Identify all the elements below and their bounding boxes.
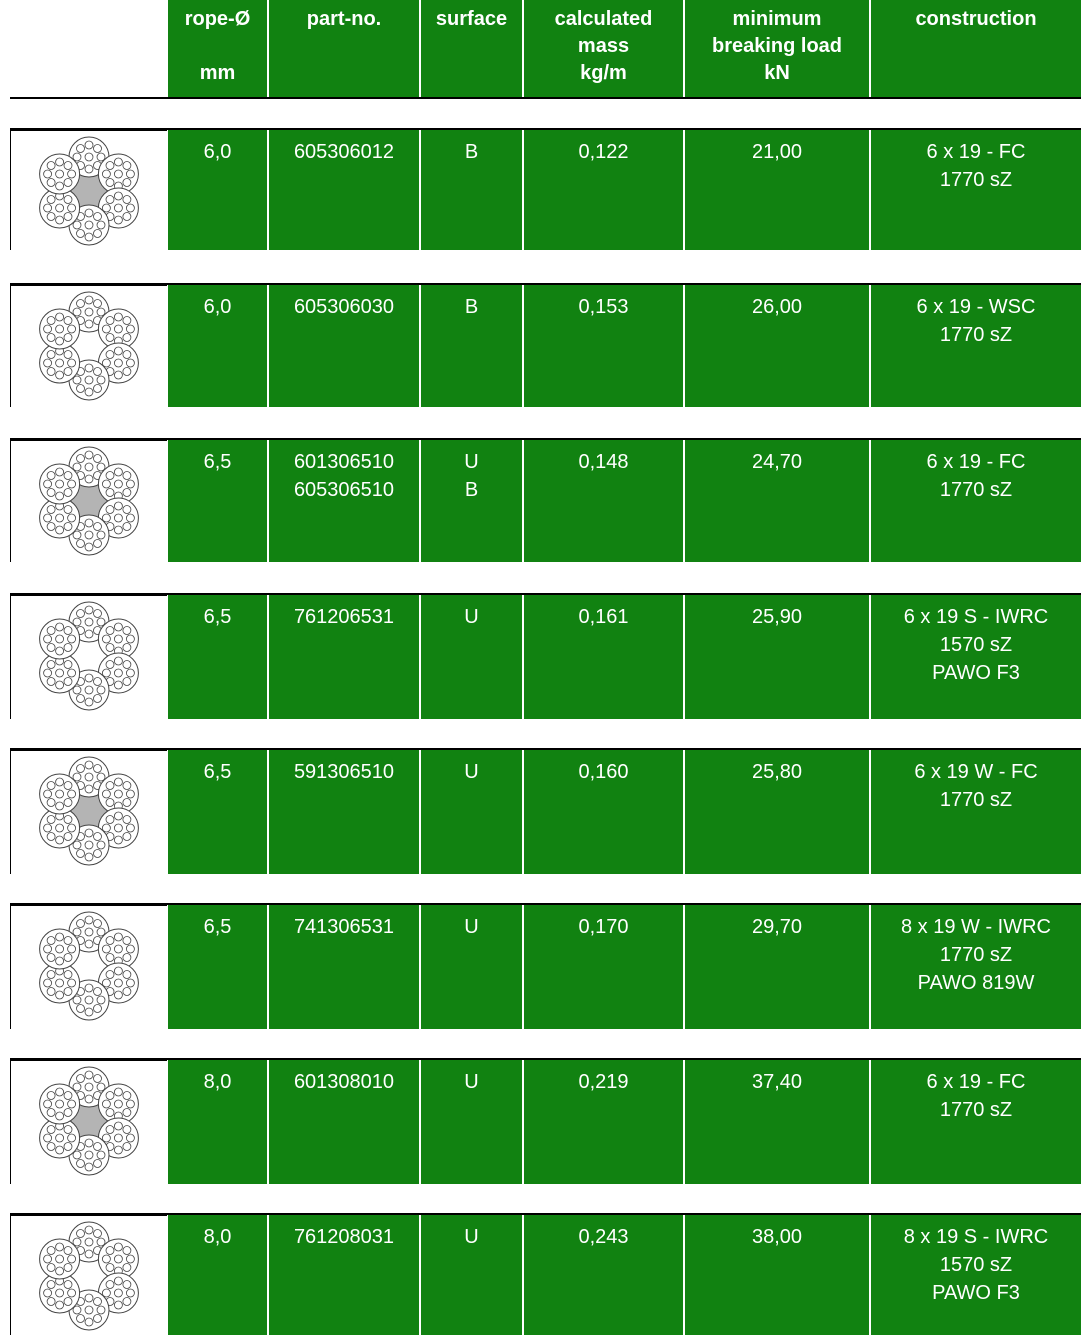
cell-value: 605306510 [293,479,395,501]
cell-value: 1770 sZ [939,169,1013,191]
cell-value: 0,148 [578,451,629,473]
cell-value: B [464,296,479,318]
cell-construction [871,1060,1081,1184]
cell-value: B [464,141,479,163]
cell-diameter [168,595,267,719]
cell-value: U [464,1071,479,1093]
cell-value: U [464,916,479,938]
rope-cross-section-6x19-fc-icon [11,131,166,249]
rope-cross-section-6x19-fc-icon [11,441,166,559]
cell-diameter [168,750,267,874]
cell-value: U [464,761,479,783]
cell-diameter [168,285,267,407]
cell-mass [524,440,683,562]
cell-value: 1770 sZ [939,324,1013,346]
cell-value: 605306012 [293,141,395,163]
cell-value: 6,5 [203,916,232,938]
cell-part-numbers [269,285,419,407]
cell-value: 6,5 [203,606,232,628]
cell-value: 37,40 [751,1071,803,1093]
cell-mass [524,1215,683,1335]
cell-surfaces [421,440,522,562]
cell-surfaces [421,750,522,874]
cell-load [685,285,869,407]
cell-load [685,1215,869,1335]
cell-value: 601306510 [293,451,395,473]
rope-image-cell [10,750,167,874]
header-construction [871,0,1081,97]
cell-construction [871,905,1081,1029]
header-rope-line-1: rope-Ø [184,8,251,30]
rope-image-cell [10,440,167,562]
cell-part-numbers [269,440,419,562]
cell-construction [871,130,1081,250]
cell-mass [524,285,683,407]
cell-surfaces [421,285,522,407]
header-load-line-3: kN [764,62,790,84]
cell-surfaces [421,1215,522,1335]
header-rule [10,97,1081,99]
cell-construction [871,750,1081,874]
cell-load [685,1060,869,1184]
cell-value: PAWO F3 [932,1282,1020,1304]
header-load-line-2: breaking load [711,35,843,57]
cell-construction [871,440,1081,562]
cell-value: 6 x 19 W - FC [914,761,1038,783]
cell-diameter [168,1060,267,1184]
cell-load [685,905,869,1029]
rope-cross-section-6x19s-iwrc-icon [11,596,166,714]
cell-value: 6,5 [203,451,232,473]
cell-value: 605306030 [293,296,395,318]
cell-value: 26,00 [751,296,803,318]
cell-value: 8,0 [203,1226,232,1248]
cell-surfaces [421,130,522,250]
cell-mass [524,750,683,874]
cell-load [685,595,869,719]
cell-value: 6 x 19 S - IWRC [903,606,1049,628]
cell-value: 0,243 [578,1226,629,1248]
cell-diameter [168,130,267,250]
cell-mass [524,905,683,1029]
cell-surfaces [421,905,522,1029]
cell-load [685,130,869,250]
header-surface-line-1: surface [435,8,508,30]
header-construction-line-1: construction [915,8,1037,30]
cell-value: 1770 sZ [939,789,1013,811]
cell-value: 6 x 19 - FC [926,141,1026,163]
cell-value: PAWO F3 [932,662,1020,684]
cell-value: 1770 sZ [939,1099,1013,1121]
header-mass-line-2: mass [577,35,630,57]
cell-surfaces [421,595,522,719]
header-surface [421,0,522,97]
cell-value: 0,219 [578,1071,629,1093]
cell-value: 24,70 [751,451,803,473]
rope-cross-section-6x19-fc-icon [11,1061,166,1179]
cell-part-numbers [269,1215,419,1335]
cell-value: 8 x 19 S - IWRC [903,1226,1049,1248]
cell-value: B [464,479,479,501]
cell-diameter [168,1215,267,1335]
cell-value: 0,161 [578,606,629,628]
cell-value: 6 x 19 - WSC [916,296,1036,318]
cell-value: PAWO 819W [917,972,1035,994]
cell-value: 1770 sZ [939,479,1013,501]
cell-value: 591306510 [293,761,395,783]
rope-image-cell [10,285,167,407]
rope-cross-section-6x19w-fc-icon [11,751,166,869]
cell-mass [524,1060,683,1184]
cell-value: 761206531 [293,606,395,628]
cell-value: 741306531 [293,916,395,938]
rope-image-cell [10,1060,167,1184]
cell-value: 25,90 [751,606,803,628]
cell-diameter [168,440,267,562]
cell-value: 8 x 19 W - IWRC [900,916,1051,938]
cell-value: 21,00 [751,141,803,163]
header-calculated-mass [524,0,683,97]
rope-cross-section-8x19s-iwrc-icon [11,1216,166,1334]
cell-part-numbers [269,1060,419,1184]
header-mass-line-1: calculated [554,8,653,30]
rope-cross-section-6x19-wsc-icon [11,286,166,404]
rope-cross-section-8x19w-iwrc-icon [11,906,166,1024]
cell-load [685,440,869,562]
cell-value: 601308010 [293,1071,395,1093]
header-part-line-1: part-no. [306,8,382,30]
cell-construction [871,285,1081,407]
cell-value: 29,70 [751,916,803,938]
cell-part-numbers [269,130,419,250]
cell-construction [871,595,1081,719]
cell-value: 1570 sZ [939,634,1013,656]
cell-value: U [464,451,479,473]
cell-value: 6,5 [203,761,232,783]
cell-value: 1570 sZ [939,1254,1013,1276]
cell-surfaces [421,1060,522,1184]
cell-mass [524,595,683,719]
cell-load [685,750,869,874]
cell-value: 38,00 [751,1226,803,1248]
header-part-no [269,0,419,97]
cell-diameter [168,905,267,1029]
cell-value: 6 x 19 - FC [926,1071,1026,1093]
cell-part-numbers [269,905,419,1029]
rope-image-cell [10,1215,167,1335]
cell-value: 0,170 [578,916,629,938]
header-rope-line-3: mm [199,62,236,84]
rope-image-cell [10,905,167,1029]
header-minimum-breaking-load [685,0,869,97]
cell-value: 0,160 [578,761,629,783]
cell-construction [871,1215,1081,1335]
cell-value: U [464,606,479,628]
cell-value: 0,122 [578,141,629,163]
cell-value: 6,0 [203,141,232,163]
header-rope-diameter [168,0,267,97]
cell-value: 6 x 19 - FC [926,451,1026,473]
cell-part-numbers [269,595,419,719]
cell-value: 0,153 [578,296,629,318]
cell-value: 6,0 [203,296,232,318]
cell-value: U [464,1226,479,1248]
rope-image-cell [10,595,167,719]
cell-mass [524,130,683,250]
header-load-line-1: minimum [732,8,822,30]
rope-image-cell [10,130,167,250]
cell-value: 25,80 [751,761,803,783]
header-rope-line-2 [168,33,267,60]
header-mass-line-3: kg/m [580,62,627,84]
cell-part-numbers [269,750,419,874]
cell-value: 1770 sZ [939,944,1013,966]
cell-value: 761208031 [293,1226,395,1248]
cell-value: 8,0 [203,1071,232,1093]
